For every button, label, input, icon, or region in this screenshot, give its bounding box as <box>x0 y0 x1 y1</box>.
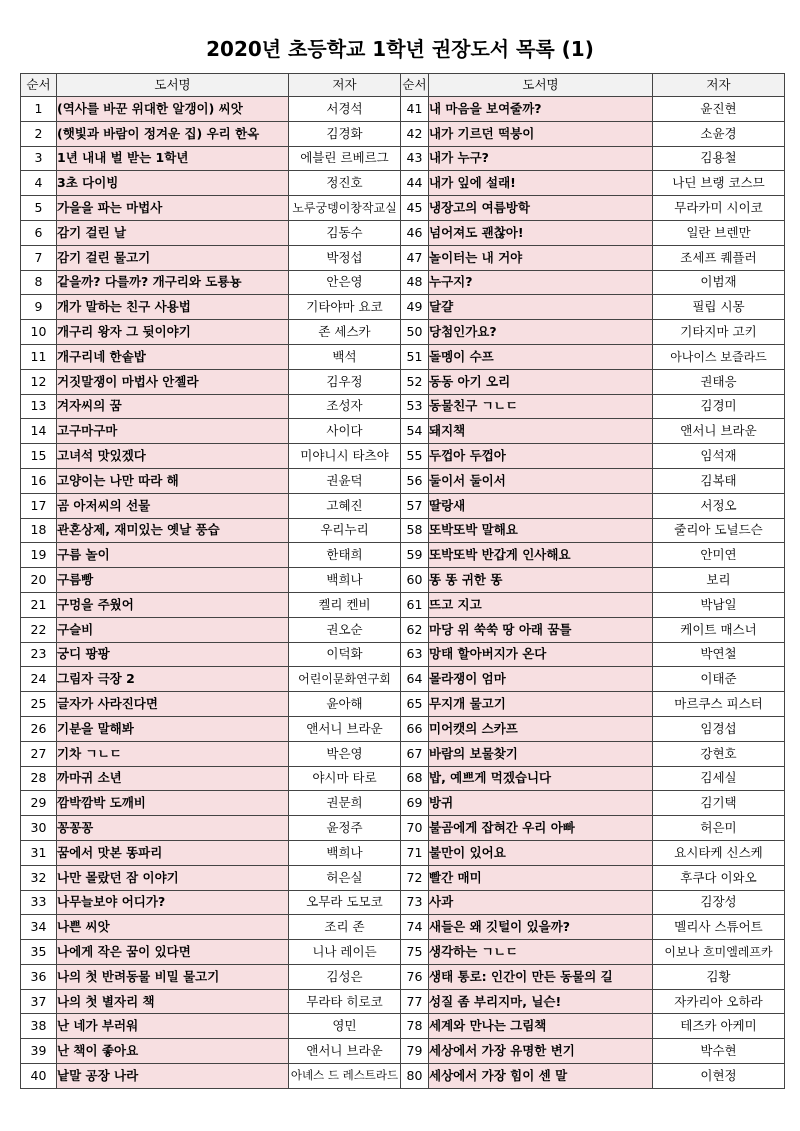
book-number: 4 <box>21 171 57 196</box>
book-number: 68 <box>401 766 429 791</box>
book-number: 9 <box>21 295 57 320</box>
book-author: 박남일 <box>653 592 785 617</box>
book-author: 기타야마 요코 <box>289 295 401 320</box>
table-row <box>21 270 785 295</box>
book-title: 망태 할아버지가 온다 <box>429 642 653 667</box>
book-author: 이범재 <box>653 270 785 295</box>
book-title: 돌멩이 수프 <box>429 344 653 369</box>
book-number: 53 <box>401 394 429 419</box>
book-title: 불만이 있어요 <box>429 840 653 865</box>
book-number: 16 <box>21 468 57 493</box>
book-author: 케이트 매스너 <box>653 617 785 642</box>
book-number: 23 <box>21 642 57 667</box>
book-author: 이보나 흐미엘레프카 <box>653 940 785 965</box>
book-number: 63 <box>401 642 429 667</box>
book-number: 5 <box>21 196 57 221</box>
book-author: 후쿠다 이와오 <box>653 865 785 890</box>
book-number: 65 <box>401 692 429 717</box>
book-number: 3 <box>21 146 57 171</box>
table-row <box>21 220 785 245</box>
book-author: 앤서니 브라운 <box>653 419 785 444</box>
table-row <box>21 617 785 642</box>
book-title: 나만 몰랐던 잠 이야기 <box>57 865 289 890</box>
book-title: 같을까? 다를까? 개구리와 도룡뇽 <box>57 270 289 295</box>
book-title: 구멍을 주웠어 <box>57 592 289 617</box>
book-author: 박연철 <box>653 642 785 667</box>
book-number: 62 <box>401 617 429 642</box>
table-row <box>21 518 785 543</box>
book-title: 거짓말쟁이 마법사 안젤라 <box>57 369 289 394</box>
book-author: 테즈카 아케미 <box>653 1014 785 1039</box>
book-number: 77 <box>401 989 429 1014</box>
table-row <box>21 741 785 766</box>
table-row <box>21 493 785 518</box>
book-title: 1년 내내 벌 받는 1학년 <box>57 146 289 171</box>
book-author: 정진호 <box>289 171 401 196</box>
book-number: 22 <box>21 617 57 642</box>
book-author: 줄리아 도널드슨 <box>653 518 785 543</box>
book-author: 기타지마 고키 <box>653 320 785 345</box>
book-author: 안은영 <box>289 270 401 295</box>
table-row <box>21 196 785 221</box>
book-title: 개구리네 한솥밥 <box>57 344 289 369</box>
book-author: 김용철 <box>653 146 785 171</box>
book-number: 2 <box>21 121 57 146</box>
book-title: 꽁꽁꽁 <box>57 816 289 841</box>
book-number: 52 <box>401 369 429 394</box>
book-author: 마르쿠스 피스터 <box>653 692 785 717</box>
table-row <box>21 865 785 890</box>
book-author: 서경석 <box>289 97 401 122</box>
book-title: 뜨고 지고 <box>429 592 653 617</box>
table-row <box>21 890 785 915</box>
book-number: 74 <box>401 915 429 940</box>
book-title: 구슬비 <box>57 617 289 642</box>
table-body <box>21 97 785 1089</box>
book-author: 김경미 <box>653 394 785 419</box>
book-number: 46 <box>401 220 429 245</box>
book-title: 내가 누구? <box>429 146 653 171</box>
book-author: 박정섭 <box>289 245 401 270</box>
book-list-table <box>20 73 785 1089</box>
table-row <box>21 171 785 196</box>
book-number: 28 <box>21 766 57 791</box>
book-title: 궁디 팡팡 <box>57 642 289 667</box>
book-number: 11 <box>21 344 57 369</box>
book-title: 구름 놀이 <box>57 543 289 568</box>
book-title: 곰 아저씨의 선물 <box>57 493 289 518</box>
table-row <box>21 543 785 568</box>
book-author: 권오순 <box>289 617 401 642</box>
book-title: 감기 걸린 날 <box>57 220 289 245</box>
book-title: 새들은 왜 깃털이 있을까? <box>429 915 653 940</box>
book-title: 사과 <box>429 890 653 915</box>
book-number: 59 <box>401 543 429 568</box>
book-title: 달걀 <box>429 295 653 320</box>
book-number: 73 <box>401 890 429 915</box>
book-title: (역사를 바꾼 위대한 알갱이) 씨앗 <box>57 97 289 122</box>
book-number: 27 <box>21 741 57 766</box>
book-author: 윤정주 <box>289 816 401 841</box>
book-title: 바람의 보물찾기 <box>429 741 653 766</box>
book-author: 오무라 도모코 <box>289 890 401 915</box>
book-author: 박은영 <box>289 741 401 766</box>
table-row <box>21 97 785 122</box>
book-author: 켈리 켄비 <box>289 592 401 617</box>
book-author: 권태응 <box>653 369 785 394</box>
table-row <box>21 592 785 617</box>
book-title: 가을을 파는 마법사 <box>57 196 289 221</box>
table-row <box>21 444 785 469</box>
book-number: 48 <box>401 270 429 295</box>
book-title: 무지개 물고기 <box>429 692 653 717</box>
book-number: 33 <box>21 890 57 915</box>
book-number: 14 <box>21 419 57 444</box>
book-title: 고양이는 나만 따라 해 <box>57 468 289 493</box>
book-number: 69 <box>401 791 429 816</box>
book-author: 우리누리 <box>289 518 401 543</box>
book-author: 김경화 <box>289 121 401 146</box>
table-row <box>21 245 785 270</box>
book-author: 보리 <box>653 568 785 593</box>
book-title: 냉장고의 여름방학 <box>429 196 653 221</box>
table-row <box>21 1039 785 1064</box>
table-row <box>21 1064 785 1089</box>
book-author: 권윤덕 <box>289 468 401 493</box>
header-title: 도서명 <box>429 74 653 97</box>
book-author: 이덕화 <box>289 642 401 667</box>
table-row <box>21 394 785 419</box>
book-author: 윤진현 <box>653 97 785 122</box>
book-title: 글자가 사라진다면 <box>57 692 289 717</box>
book-author: 앤서니 브라운 <box>289 1039 401 1064</box>
book-number: 41 <box>401 97 429 122</box>
book-title: 놀이터는 내 거야 <box>429 245 653 270</box>
book-author: 자카리아 오하라 <box>653 989 785 1014</box>
header-title: 도서명 <box>57 74 289 97</box>
book-number: 8 <box>21 270 57 295</box>
book-title: 나에게 작은 꿈이 있다면 <box>57 940 289 965</box>
book-number: 51 <box>401 344 429 369</box>
book-number: 40 <box>21 1064 57 1089</box>
book-title: 까마귀 소년 <box>57 766 289 791</box>
table-row <box>21 369 785 394</box>
book-number: 45 <box>401 196 429 221</box>
book-title: 돼지책 <box>429 419 653 444</box>
book-number: 10 <box>21 320 57 345</box>
book-number: 57 <box>401 493 429 518</box>
book-number: 50 <box>401 320 429 345</box>
header-author: 저자 <box>289 74 401 97</box>
book-author: 윤아해 <box>289 692 401 717</box>
book-title: 세계와 만나는 그림책 <box>429 1014 653 1039</box>
table-row <box>21 468 785 493</box>
book-author: 어린이문화연구회 <box>289 667 401 692</box>
book-title: 똥 똥 귀한 똥 <box>429 568 653 593</box>
book-author: 이태준 <box>653 667 785 692</box>
book-number: 26 <box>21 716 57 741</box>
book-author: 미야니시 타츠야 <box>289 444 401 469</box>
book-author: 나딘 브랭 코스므 <box>653 171 785 196</box>
book-author: 에블린 르베르그 <box>289 146 401 171</box>
book-number: 43 <box>401 146 429 171</box>
table-row <box>21 840 785 865</box>
book-author: 강현호 <box>653 741 785 766</box>
book-number: 34 <box>21 915 57 940</box>
book-title: 3초 다이빙 <box>57 171 289 196</box>
book-number: 78 <box>401 1014 429 1039</box>
book-title: 겨자씨의 꿈 <box>57 394 289 419</box>
book-title: 마당 위 쑥쑥 땅 아래 꿈틀 <box>429 617 653 642</box>
book-title: 방귀 <box>429 791 653 816</box>
book-title: 내가 잎에 설래! <box>429 171 653 196</box>
book-number: 58 <box>401 518 429 543</box>
book-number: 47 <box>401 245 429 270</box>
book-number: 21 <box>21 592 57 617</box>
book-number: 15 <box>21 444 57 469</box>
table-row <box>21 766 785 791</box>
book-title: 개구리 왕자 그 뒷이야기 <box>57 320 289 345</box>
book-title: 나의 첫 반려동물 비밀 물고기 <box>57 964 289 989</box>
table-row <box>21 667 785 692</box>
book-author: 안미연 <box>653 543 785 568</box>
book-author: 박수현 <box>653 1039 785 1064</box>
book-title: 또박또박 반갑게 인사해요 <box>429 543 653 568</box>
book-author: 백석 <box>289 344 401 369</box>
book-number: 75 <box>401 940 429 965</box>
book-title: 고녀석 맛있겠다 <box>57 444 289 469</box>
book-author: 백희나 <box>289 840 401 865</box>
book-number: 55 <box>401 444 429 469</box>
book-number: 12 <box>21 369 57 394</box>
book-number: 42 <box>401 121 429 146</box>
book-number: 38 <box>21 1014 57 1039</box>
book-number: 76 <box>401 964 429 989</box>
book-number: 67 <box>401 741 429 766</box>
book-title: 감기 걸린 물고기 <box>57 245 289 270</box>
book-author: 멜리사 스튜어트 <box>653 915 785 940</box>
table-row <box>21 915 785 940</box>
book-number: 71 <box>401 840 429 865</box>
book-author: 김장성 <box>653 890 785 915</box>
book-title: 빨간 매미 <box>429 865 653 890</box>
table-row <box>21 121 785 146</box>
table-row <box>21 642 785 667</box>
book-author: 니나 레이든 <box>289 940 401 965</box>
book-number: 72 <box>401 865 429 890</box>
book-title: 낱말 공장 나라 <box>57 1064 289 1089</box>
book-number: 54 <box>401 419 429 444</box>
page-title: 2020년 초등학교 1학년 권장도서 목록 (1) <box>206 37 594 61</box>
book-title: 성질 좀 부리지마, 닐슨! <box>429 989 653 1014</box>
book-title: 생각하는 ㄱㄴㄷ <box>429 940 653 965</box>
book-number: 44 <box>401 171 429 196</box>
book-author: 존 세스카 <box>289 320 401 345</box>
book-title: 나무늘보야 어디가? <box>57 890 289 915</box>
table-row <box>21 716 785 741</box>
book-title: 딸랑새 <box>429 493 653 518</box>
book-title: 몰라쟁이 엄마 <box>429 667 653 692</box>
book-author: 요시타케 신스케 <box>653 840 785 865</box>
book-title: 나쁜 씨앗 <box>57 915 289 940</box>
table-row <box>21 964 785 989</box>
book-title: 기차 ㄱㄴㄷ <box>57 741 289 766</box>
book-author: 이현정 <box>653 1064 785 1089</box>
book-author: 앤서니 브라운 <box>289 716 401 741</box>
book-number: 13 <box>21 394 57 419</box>
book-title: 깜박깜박 도깨비 <box>57 791 289 816</box>
book-author: 조세프 퀘플러 <box>653 245 785 270</box>
book-title: 내 마음을 보여줄까? <box>429 97 653 122</box>
book-author: 김기택 <box>653 791 785 816</box>
book-title: (햇빛과 바람이 정겨운 집) 우리 한옥 <box>57 121 289 146</box>
book-title: 기분을 말해봐 <box>57 716 289 741</box>
book-author: 아나이스 보즐라드 <box>653 344 785 369</box>
header-num: 순서 <box>21 74 57 97</box>
book-number: 19 <box>21 543 57 568</box>
book-title: 내가 기르던 떡붕이 <box>429 121 653 146</box>
book-number: 60 <box>401 568 429 593</box>
book-number: 80 <box>401 1064 429 1089</box>
book-author: 필립 시몽 <box>653 295 785 320</box>
table-row <box>21 295 785 320</box>
book-author: 허은미 <box>653 816 785 841</box>
book-number: 30 <box>21 816 57 841</box>
book-author: 아녜스 드 레스트라드 <box>289 1064 401 1089</box>
book-number: 66 <box>401 716 429 741</box>
table-row <box>21 940 785 965</box>
table-row <box>21 320 785 345</box>
book-author: 서정오 <box>653 493 785 518</box>
book-author: 무라카미 시이코 <box>653 196 785 221</box>
book-title: 밥, 예쁘게 먹겠습니다 <box>429 766 653 791</box>
book-title: 꿈에서 맛본 똥파리 <box>57 840 289 865</box>
book-author: 김황 <box>653 964 785 989</box>
book-author: 임석재 <box>653 444 785 469</box>
book-author: 조리 존 <box>289 915 401 940</box>
book-number: 1 <box>21 97 57 122</box>
header-author: 저자 <box>653 74 785 97</box>
book-number: 49 <box>401 295 429 320</box>
book-title: 구름빵 <box>57 568 289 593</box>
table-row <box>21 146 785 171</box>
book-author: 영민 <box>289 1014 401 1039</box>
table-row <box>21 1014 785 1039</box>
book-title: 나의 첫 별자리 책 <box>57 989 289 1014</box>
book-author: 허은실 <box>289 865 401 890</box>
book-number: 56 <box>401 468 429 493</box>
table-row <box>21 692 785 717</box>
book-title: 둘이서 둘이서 <box>429 468 653 493</box>
book-title: 관혼상제, 재미있는 옛날 풍습 <box>57 518 289 543</box>
table-row <box>21 791 785 816</box>
book-number: 25 <box>21 692 57 717</box>
book-number: 32 <box>21 865 57 890</box>
book-title: 두껍아 두껍아 <box>429 444 653 469</box>
book-author: 김우정 <box>289 369 401 394</box>
book-title: 고구마구마 <box>57 419 289 444</box>
book-number: 36 <box>21 964 57 989</box>
book-author: 임경섭 <box>653 716 785 741</box>
book-number: 17 <box>21 493 57 518</box>
book-author: 한태희 <box>289 543 401 568</box>
book-number: 79 <box>401 1039 429 1064</box>
book-number: 31 <box>21 840 57 865</box>
book-author: 김성은 <box>289 964 401 989</box>
book-author: 조성자 <box>289 394 401 419</box>
table-row <box>21 344 785 369</box>
book-title: 넘어져도 괜찮아! <box>429 220 653 245</box>
book-title: 동물친구 ㄱㄴㄷ <box>429 394 653 419</box>
book-title: 개가 말하는 친구 사용법 <box>57 295 289 320</box>
book-number: 70 <box>401 816 429 841</box>
book-author: 김동수 <box>289 220 401 245</box>
book-title: 세상에서 가장 힘이 센 말 <box>429 1064 653 1089</box>
book-title: 누구지? <box>429 270 653 295</box>
book-title: 당첨인가요? <box>429 320 653 345</box>
book-author: 김복태 <box>653 468 785 493</box>
book-author: 김세실 <box>653 766 785 791</box>
book-title: 그림자 극장 2 <box>57 667 289 692</box>
book-author: 사이다 <box>289 419 401 444</box>
book-author: 백희나 <box>289 568 401 593</box>
book-author: 노루궁뎅이창작교실 <box>289 196 401 221</box>
book-title: 미어캣의 스카프 <box>429 716 653 741</box>
book-title: 난 책이 좋아요 <box>57 1039 289 1064</box>
book-author: 권문희 <box>289 791 401 816</box>
table-row <box>21 419 785 444</box>
table-row <box>21 816 785 841</box>
book-title: 불곰에게 잡혀간 우리 아빠 <box>429 816 653 841</box>
book-number: 18 <box>21 518 57 543</box>
book-number: 39 <box>21 1039 57 1064</box>
book-title: 난 네가 부러워 <box>57 1014 289 1039</box>
book-number: 20 <box>21 568 57 593</box>
book-author: 일란 브렌만 <box>653 220 785 245</box>
book-number: 29 <box>21 791 57 816</box>
book-author: 소윤경 <box>653 121 785 146</box>
table-header-row <box>21 74 785 97</box>
book-author: 고혜진 <box>289 493 401 518</box>
book-author: 무라타 히로코 <box>289 989 401 1014</box>
book-number: 7 <box>21 245 57 270</box>
book-title: 동동 아기 오리 <box>429 369 653 394</box>
book-number: 64 <box>401 667 429 692</box>
book-title: 생태 통로: 인간이 만든 동물의 길 <box>429 964 653 989</box>
table-row <box>21 989 785 1014</box>
book-number: 6 <box>21 220 57 245</box>
book-number: 37 <box>21 989 57 1014</box>
book-number: 61 <box>401 592 429 617</box>
book-author: 야시마 타로 <box>289 766 401 791</box>
header-num: 순서 <box>401 74 429 97</box>
book-title: 또박또박 말해요 <box>429 518 653 543</box>
table-row <box>21 568 785 593</box>
book-title: 세상에서 가장 유명한 변기 <box>429 1039 653 1064</box>
book-number: 35 <box>21 940 57 965</box>
book-number: 24 <box>21 667 57 692</box>
